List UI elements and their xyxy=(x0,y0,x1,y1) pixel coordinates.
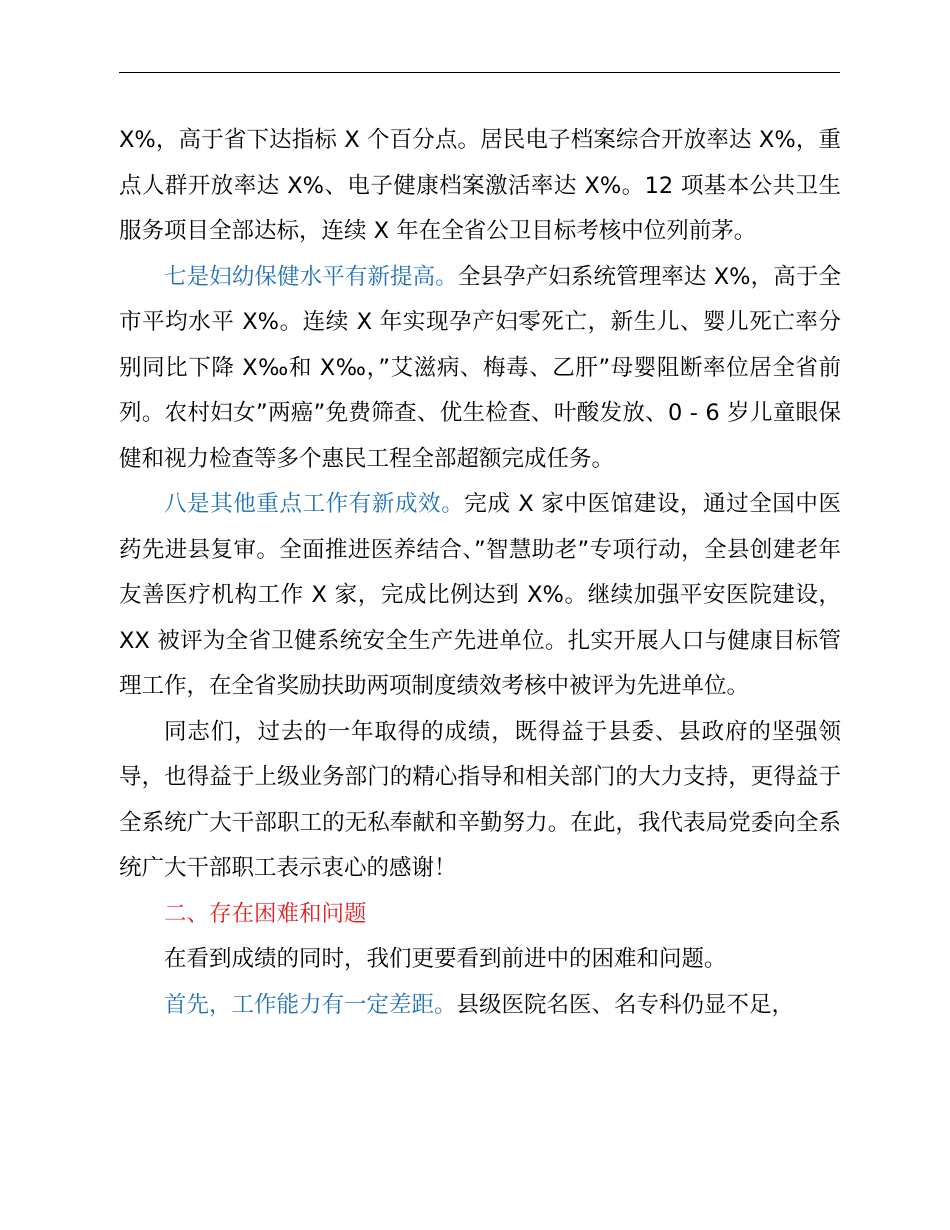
paragraph-text: 完成 X 家中医馆建设，通过全国中医药先进县复审。全面推进医养结合、”智慧助老”专项行动，全县创建老年友善医疗机构工作 X 家，完成比例达到 X%。继续加强平安医院建设，XX 被评为全省卫健系统安全生产先进单位。扎实开展人口与健康目标管理工作，在全省奖励扶助两项制度绩效考核中被评为先进单位。 xyxy=(119,491,841,699)
paragraph-lead-heading: 七是妇幼保健水平有新提高。 xyxy=(164,263,458,290)
paragraph-capability-gap xyxy=(119,983,841,1029)
paragraph-text: X%，高于省下达指标 X 个百分点。居民电子档案综合开放率达 X%，重点人群开放率达 X%、电子健康档案激活率达 X%。12 项基本公共卫生服务项目全部达标，连续 X 年在全省公卫目标考核中位列前茅。 xyxy=(119,127,841,244)
paragraph-lead-heading: 首先，工作能力有一定差距。 xyxy=(164,991,457,1018)
paragraph-other-key-work xyxy=(119,482,841,710)
paragraph-public-health-continued xyxy=(119,118,841,255)
section-heading-problems xyxy=(119,892,841,938)
section-heading-text: 二、存在困难和问题 xyxy=(164,900,367,927)
paragraph-maternal-child-health xyxy=(119,255,841,483)
document-body xyxy=(119,118,841,1028)
header-rule xyxy=(119,72,840,73)
paragraph-text: 全县孕产妇系统管理率达 X%，高于全市平均水平 X%。连续 X 年实现孕产妇零死亡，新生儿、婴儿死亡率分别同比下降 X‰和 X‰，”艾滋病、梅毒、乙肝”母婴阻断率位居全省前列。农村妇女”两癌”免费筛查、优生检查、叶酸发放、0 - 6 岁儿童眼保健和视力检查等多个惠民工程全部超额完成任务。 xyxy=(119,263,841,472)
paragraph-text: 在看到成绩的同时，我们更要看到前进中的困难和问题。 xyxy=(164,946,727,972)
paragraph-acknowledgement xyxy=(119,710,841,892)
paragraph-problems-intro xyxy=(119,937,841,983)
paragraph-text: 县级医院名医、名专科仍显不足， xyxy=(456,991,795,1018)
paragraph-text: 同志们，过去的一年取得的成绩，既得益于县委、县政府的坚强领导，也得益于上级业务部门的精心指导和相关部门的大力支持，更得益于全系统广大干部职工的无私奉献和辛勤努力。在此，我代表局党委向全系统广大干部职工表示衷心的感谢！ xyxy=(119,718,841,881)
paragraph-lead-heading: 八是其他重点工作有新成效。 xyxy=(164,491,465,517)
